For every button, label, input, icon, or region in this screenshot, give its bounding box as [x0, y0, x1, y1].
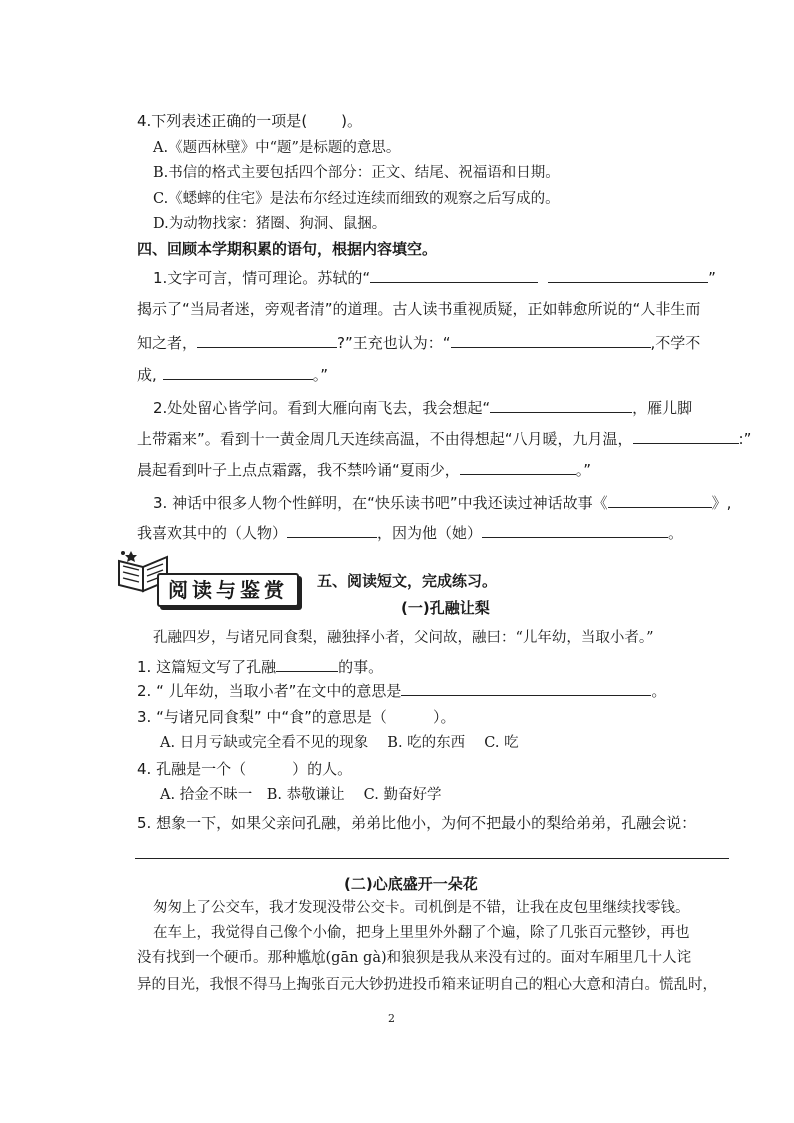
sec5-q2-b: 。 — [651, 682, 667, 700]
passage-1-text: 孔融四岁，与诸兄同食梨，融独择小者，父问故，融曰：“儿年幼，当取小者。” — [153, 630, 654, 646]
answer-line[interactable] — [135, 858, 729, 859]
q4-option-c: C.《蟋蟀的住宅》是法布尔经过连续而细致的观察之后写成的。 — [153, 191, 560, 207]
sec4-p1-l1-end: ” — [708, 269, 716, 287]
section-5-title: 五、阅读短文，完成练习。 — [317, 572, 498, 590]
sec4-p1-line4 — [137, 364, 328, 386]
sec4-p3-line1 — [153, 492, 731, 514]
sec4-p3-l2-a: 我喜欢其中的（人物） — [137, 524, 288, 542]
sec4-p3-l1-b: 》, — [711, 494, 732, 512]
fill-blank[interactable] — [163, 364, 313, 380]
sec4-p2-l2-a: 上带霜来”。看到十一黄金周几天连续高温，不由得想起“八月暖，九月温， — [137, 430, 633, 448]
sec4-p3-l2-b: ，因为他（她） — [377, 524, 483, 542]
sec4-p1-l4-b: 。” — [312, 366, 329, 384]
sec4-p1-l3-b: ?”王充也认为：“ — [337, 334, 451, 352]
fill-blank[interactable] — [482, 522, 668, 538]
dotted-char: 尬 — [311, 950, 326, 966]
sec4-p3-line2 — [137, 522, 683, 544]
sec4-p2-l1-b: ，雁儿脚 — [632, 399, 693, 417]
sec5-q3-b: ）。 — [432, 708, 456, 726]
sec4-p1-l3-c: ,不学不 — [650, 334, 701, 352]
q4-stem-end: )。 — [341, 112, 363, 130]
fill-blank[interactable] — [460, 459, 576, 475]
passage-2-line2: 在车上，我觉得自己像个小偷，把身上里里外外翻了个遍，除了几张百元整钞，再也 — [153, 925, 690, 941]
fill-blank[interactable] — [548, 267, 708, 283]
page-number: 2 — [388, 1012, 395, 1025]
q4-option-d: D.为动物找家：猪圈、狗洞、鼠捆。 — [153, 216, 387, 232]
passage-2-line3-a: 没有找到一个硬币。那种 — [137, 950, 297, 966]
sec5-q1-a: 1. 这篇短文写了孔融 — [137, 658, 277, 676]
sec4-p2-line2 — [137, 428, 751, 450]
passage-2-title: (二)心底盛开一朵花 — [344, 875, 478, 893]
fill-blank[interactable] — [490, 397, 632, 413]
sec5-q4-a: 4. 孔融是一个（ — [137, 760, 247, 778]
fill-blank[interactable] — [608, 492, 712, 508]
sec4-p2-l3-b: 。” — [575, 461, 592, 479]
fill-blank[interactable] — [287, 522, 377, 538]
fill-blank[interactable] — [633, 428, 739, 444]
sec4-p1-line1 — [153, 267, 716, 289]
sec5-q2-a: 2. “ 儿年幼，当取小者”在文中的意思是 — [137, 682, 402, 700]
reading-section-badge — [113, 547, 303, 607]
sec4-p2-l3-a: 晨起看到叶子上点点霜露，我不禁吟诵“夏雨少， — [137, 461, 460, 479]
sec5-q3 — [137, 706, 455, 728]
sec4-p2-line3 — [137, 459, 591, 481]
passage-2-line4: 异的目光，我恨不得马上掏张百元大钞扔进投币箱来证明自己的粗心大意和清白。慌乱时， — [137, 977, 717, 993]
sec4-p1-line2: 揭示了“当局者迷，旁观者清”的道理。古人读书重视质疑，正如韩愈所说的“人非生而 — [137, 300, 701, 318]
sec5-q4 — [137, 758, 352, 780]
sec4-p1-l1-text: 1.文字可言，情可理论。苏轼的“ — [153, 269, 371, 287]
sec5-q1 — [137, 656, 383, 678]
sec4-p1-l4-a: 成, — [137, 366, 157, 384]
sec4-p2-line1 — [153, 397, 692, 419]
fill-blank[interactable] — [276, 656, 338, 672]
sec4-p2-l2-b: :” — [738, 430, 752, 448]
passage-1-title: (一)孔融让梨 — [401, 599, 490, 617]
sec5-q2 — [137, 680, 666, 702]
sec4-p3-l2-c: 。 — [668, 524, 684, 542]
badge-label: 阅读与鉴赏 — [157, 573, 299, 607]
sec5-q1-b: 的事。 — [338, 658, 384, 676]
fill-blank[interactable] — [451, 332, 651, 348]
passage-2-line3-b: (gān gà)和狼狈是我从来没有过的。面对车厢里几十人诧 — [325, 950, 692, 966]
sec5-q5: 5. 想象一下，如果父亲问孔融，弟弟比他小，为何不把最小的梨给弟弟，孔融会说： — [137, 814, 697, 832]
q4-stem-text: 4.下列表述正确的一项是( — [137, 112, 308, 130]
q4-option-a: A.《题西林壁》中“题”是标题的意思。 — [153, 140, 401, 156]
passage-2-line3 — [137, 947, 691, 969]
q4-option-b: B.书信的格式主要包括四个部分：正文、结尾、祝福语和日期。 — [153, 165, 560, 181]
section-4-title: 四、回顾本学期积累的语句，根据内容填空。 — [137, 240, 438, 258]
sec4-p3-l1-a: 3. 神话中很多人物个性鲜明，在“快乐读书吧”中我还读过神话故事《 — [153, 494, 608, 512]
q4-stem — [137, 110, 362, 132]
fill-blank[interactable] — [401, 680, 651, 696]
sec5-q4-b: ）的人。 — [292, 760, 353, 778]
passage-2-line1: 匆匆上了公交车，我才发现没带公交卡。司机倒是不错，让我在皮包里继续找零钱。 — [153, 900, 690, 916]
sec5-q3-options: A. 日月亏缺或完全看不见的现象 B. 吃的东西 C. 吃 — [160, 735, 519, 751]
fill-blank[interactable] — [370, 267, 538, 283]
sec4-p1-l3-a: 知之者， — [137, 334, 198, 352]
sec5-q4-options: A. 拾金不昧一 B. 恭敬谦让 C. 勤奋好学 — [160, 787, 442, 803]
dotted-char: 尴 — [296, 950, 311, 966]
sec4-p2-l1-a: 2.处处留心皆学问。看到大雁向南飞去，我会想起“ — [153, 399, 491, 417]
sec4-p1-line3 — [137, 332, 700, 354]
sec5-q3-a: 3. “与诸兄同食梨” 中“食”的意思是（ — [137, 708, 387, 726]
fill-blank[interactable] — [197, 332, 337, 348]
